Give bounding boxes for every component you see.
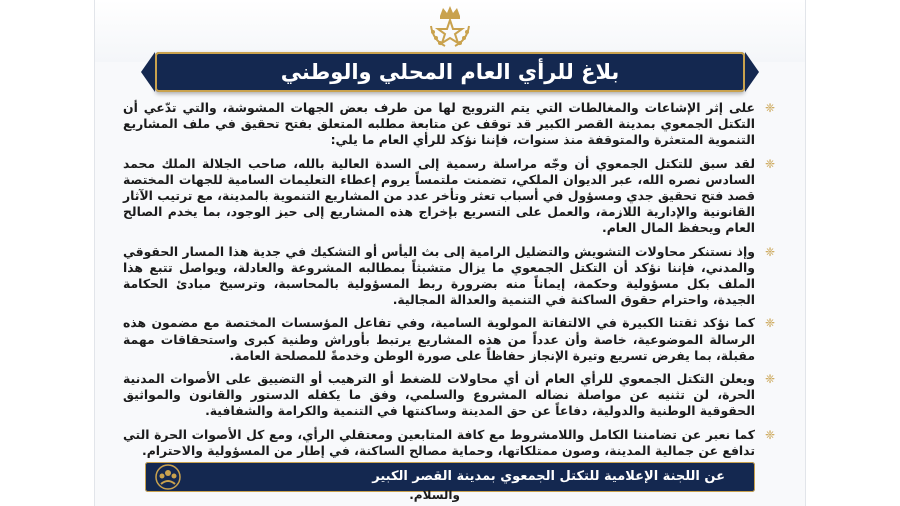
ornament-bullet-icon: ❈ [764,316,775,331]
paragraph-text: ويعلن التكتل الجمعوي للرأي العام أن أي محاولات للضغط أو الترهيب أو التضييق على الأصوات المدنية الحرة، لن تثنيه عن مواصلة نضاله المشروع والسلمي، وفق ما يكفله الدستور والقانون والمواثيق الحقوقية الوطنية والدولية، دفاعاً عن حق المدينة وساكنتها في التنمية والكرامة والشفافية. [123,371,755,419]
paragraph-1 [123,100,775,149]
paragraph-text: وإذ نستنكر محاولات التشويش والتضليل الرامية إلى بث اليأس أو التشكيك في جدية هذا المسار الحقوقي والمدني، فإننا نؤكد أن التكتل الجمعوي ما يزال متشبثاً بمطالبه المشروعة والعادلة، ويواصل تتبع هذا الملف بكل مسؤولية وحكمة، إيماناً منه بضرورة ربط المسؤولية بالمحاسبة، وترسيخ مبادئ الحكامة الجيدة، واحترام حقوق الساكنة في التنمية والعدالة المجالية. [123,243,755,308]
statement-body [123,100,775,466]
document-page [95,0,805,506]
paragraph-2 [123,156,775,237]
ornament-bullet-icon: ❈ [764,156,775,171]
title-banner [155,52,745,92]
closing-text: والسلام. [409,488,460,502]
paragraph-text: على إثر الإشاعات والمغالطات التي يتم الترويج لها من طرف بعض الجهات المشوشة، والتي تدّعي أن التكتل الجمعوي بمدينة القصر الكبير قد توقف عن متابعة مطلبه المتعلق بفتح تحقيق في ملف المشاريع التنموية المتعثرة والمتوقفة منذ سنوات، فإننا نؤكد للرأي العام ما يلي: [123,100,755,148]
ornament-bullet-icon: ❈ [764,427,775,442]
paragraph-6 [123,427,775,459]
paragraph-text: لقد سبق للتكتل الجمعوي أن وجّه مراسلة رسمية إلى السدة العالية بالله، صاحب الجلالة الملك محمد السادس نصره الله، عبر الديوان الملكي، تضمنت ملتمساً يروم إعطاء التعليمات السامية للجهات المختصة قصد فتح تحقيق جدي ومسؤول في أسباب تعثر وتأخر عدد من المشاريع التنموية بالمدينة، مع ترتيب الآثار القانونية والإدارية اللازمة، والعمل على التسريع بإخراج هذه المشاريع إلى حيز الوجود، بما يخدم الصالح العام ويحفظ المال العام. [123,155,755,236]
paragraph-text: كما نعبر عن تضامننا الكامل واللامشروط مع كافة المتابعين ومعتقلي الرأي، ومع كل الأصوات الحرة التي تدافع عن جمالية المدينة، وصون ممتلكاتها، وحماية مصالح الساكنة، في إطار من المسؤولية والاحترام. [123,426,755,458]
ornament-bullet-icon: ❈ [764,372,775,387]
royal-crown-emblem-icon [423,4,477,50]
page-title: بلاغ للرأي العام المحلي والوطني [280,60,620,84]
group-logo-icon [153,464,183,490]
paragraph-5 [123,371,775,420]
paragraph-4 [123,315,775,364]
ornament-bullet-icon: ❈ [764,244,775,259]
ornament-bullet-icon: ❈ [764,101,775,115]
signature-text: عن اللجنة الإعلامية للتكتل الجمعوي بمدينة القصر الكبير [372,469,725,484]
paragraph-text: كما نؤكد ثقتنا الكبيرة في الالتفاتة المولوية السامية، وفي تفاعل المؤسسات المختصة مع مضمون هذه الرسالة الموضوعية، خاصة وأن عدداً من هذه المشاريع يرتبط بأوراش وطنية كبرى واستحقاقات مهمة مقبلة، بما يفرض تسريع وتيرة الإنجاز حفاظاً على صورة الوطن وخدمةً للمصلحة العامة. [123,315,755,363]
paragraph-3 [123,244,775,309]
